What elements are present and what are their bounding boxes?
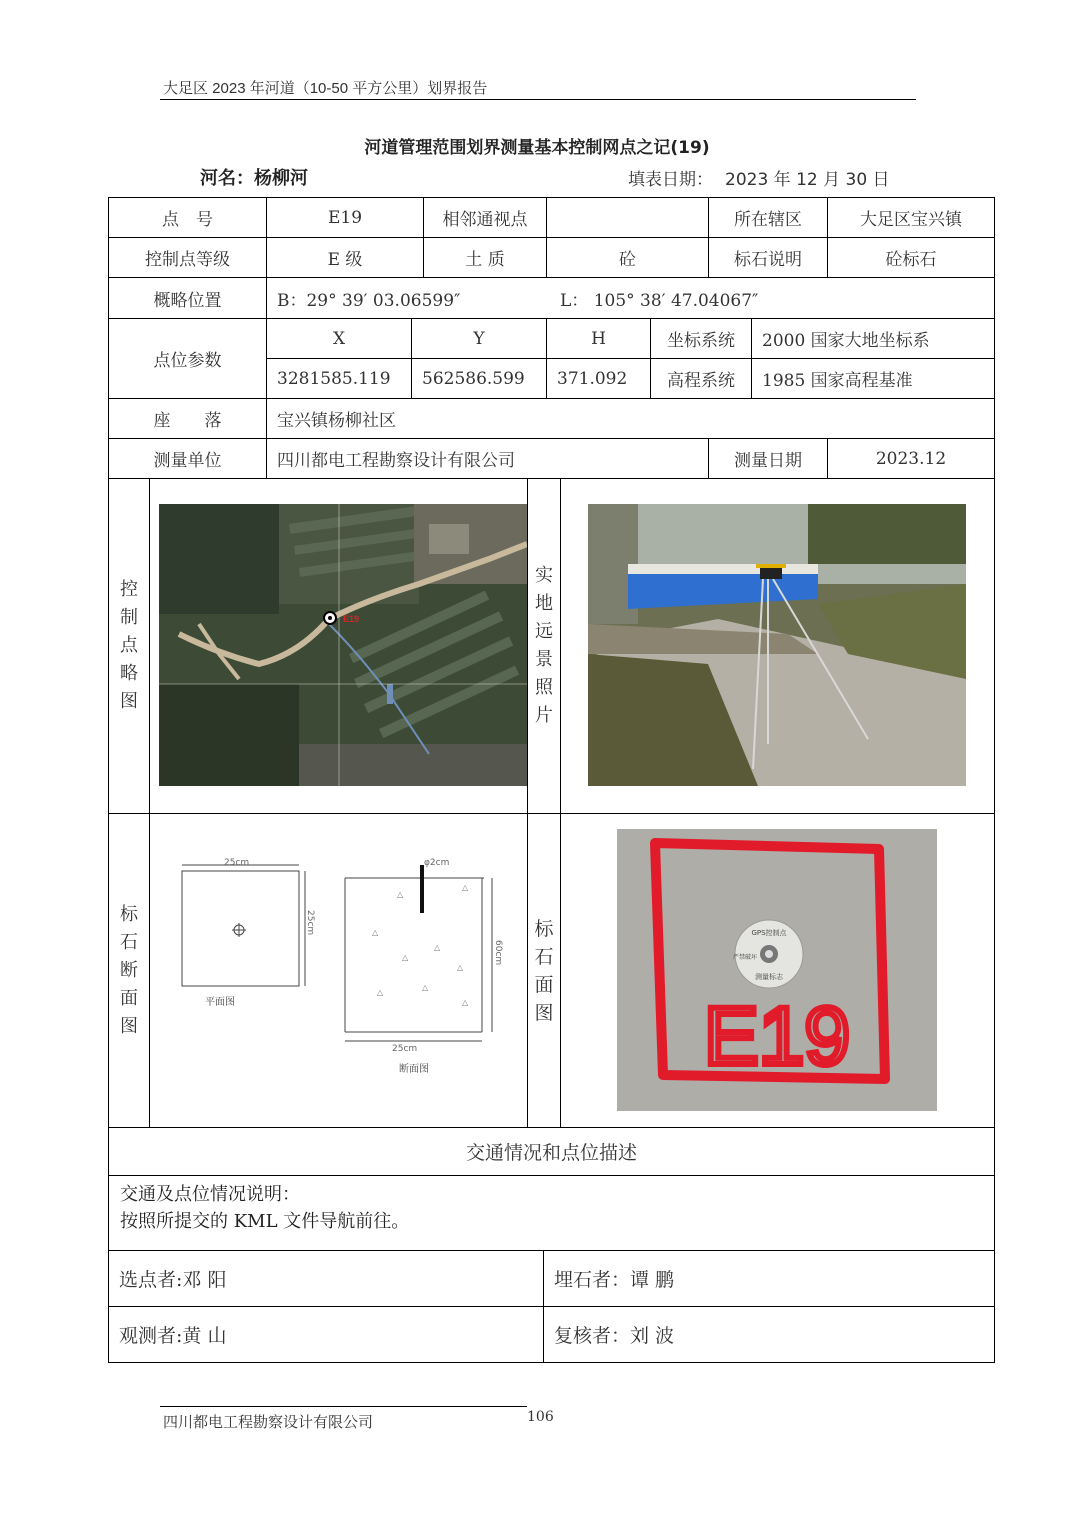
- params-label: 点位参数: [153, 351, 222, 371]
- survey-date-value: 2023.12: [875, 448, 947, 469]
- section-width-label: 25cm: [392, 1044, 418, 1054]
- adjacent-point-label: 相邻通视点: [442, 210, 528, 230]
- traffic-description-heading: 交通及点位情况说明：: [120, 1184, 300, 1205]
- survey-unit-value: 四川都电工程勘察设计有限公司: [277, 451, 515, 471]
- page-title: 河道管理范围划界测量基本控制网点之记(19): [364, 138, 710, 158]
- svg-text:△: △: [434, 943, 441, 952]
- svg-text:△: △: [422, 983, 429, 992]
- svg-text:△: △: [377, 988, 384, 997]
- section-diagram-label: 标 石 断 面 图: [120, 903, 138, 1037]
- svg-text:△: △: [457, 963, 464, 972]
- marker-face-photo: [617, 829, 937, 1111]
- svg-text:△: △: [462, 998, 469, 1007]
- point-selector: 选点者:邓 阳: [119, 1269, 227, 1291]
- marker-face-label: 标 石 面 图: [534, 917, 554, 1024]
- district-label: 所在辖区: [734, 210, 802, 230]
- survey-unit-label: 测量单位: [153, 451, 222, 471]
- site-photo: [588, 504, 966, 786]
- x-header: X: [332, 328, 346, 349]
- grade-label: 控制点等级: [145, 250, 230, 270]
- marker-desc-label: 标石说明: [734, 250, 802, 270]
- coord-system-value: 2000 国家大地坐标系: [762, 331, 930, 351]
- elev-system-value: 1985 国家高程基准: [762, 371, 913, 391]
- disc-left-text: 严禁破坏: [732, 954, 758, 961]
- point-number-value: E19: [327, 207, 363, 228]
- elev-system-label: 高程系统: [667, 371, 735, 391]
- marker-desc-value: 砼标石: [885, 250, 937, 270]
- satellite-sketch-map: [159, 504, 527, 786]
- stone-burier: 埋石者：谭 鹏: [554, 1269, 675, 1291]
- svg-text:△: △: [397, 890, 404, 899]
- footer-company: 四川都电工程勘察设计有限公司: [163, 1413, 374, 1431]
- traffic-section-title: 交通情况和点位描述: [465, 1142, 637, 1164]
- observer: 观测者:黄 山: [119, 1325, 227, 1347]
- survey-date-label: 测量日期: [734, 451, 802, 471]
- marker-section-diagram: [172, 855, 512, 1080]
- sketch-map-label: 控 制 点 略 图: [120, 579, 138, 712]
- y-value: 562586.599: [422, 368, 525, 389]
- point-number-label: 点 号: [162, 210, 213, 230]
- latitude-value: B：29° 39′ 03.06599″: [277, 290, 461, 311]
- approx-position-label: 概略位置: [153, 290, 222, 311]
- longitude-value: L： 105° 38′ 47.04067″: [560, 290, 759, 311]
- plan-height-label: 25cm: [305, 910, 315, 936]
- report-header: 大足区 2023 年河道（10-50 平方公里）划界报告: [163, 80, 488, 97]
- river-name: 河名：杨柳河: [200, 168, 308, 189]
- map-point-label: E19: [343, 614, 360, 624]
- x-value: 3281585.119: [277, 368, 391, 389]
- location-value: 宝兴镇杨柳社区: [277, 411, 396, 431]
- rod-diameter-label: φ2cm: [424, 858, 450, 868]
- header-divider: [160, 99, 916, 100]
- svg-text:△: △: [402, 953, 409, 962]
- coord-system-label: 坐标系统: [667, 331, 735, 351]
- svg-text:△: △: [372, 928, 379, 937]
- painted-point-id: E19: [704, 991, 850, 1082]
- fill-date: [628, 165, 890, 190]
- fill-date-label: 填表日期：: [628, 170, 713, 190]
- y-header: Y: [473, 328, 485, 349]
- adjacent-point-value: [547, 198, 708, 237]
- depth-label: 60cm: [493, 940, 503, 966]
- traffic-description-text: 按照所提交的 KML 文件导航前往。: [120, 1211, 410, 1232]
- site-photo-label: 实 地 远 景 照 片: [535, 565, 553, 726]
- fill-date-value: 2023 年 12 月 30 日: [725, 170, 890, 190]
- plan-width-label: 25cm: [224, 858, 250, 868]
- grade-value: E 级: [327, 250, 363, 270]
- location-label: 座 落: [153, 411, 222, 431]
- disc-top-text: GPS控制点: [751, 929, 787, 937]
- svg-text:△: △: [462, 883, 469, 892]
- h-value: 371.092: [557, 368, 628, 389]
- disc-bottom-text: 测量标志: [755, 973, 783, 981]
- soil-value: 砼: [619, 250, 636, 270]
- soil-label: 土 质: [465, 250, 505, 270]
- reviewer: 复核者：刘 波: [554, 1325, 675, 1347]
- plan-view-label: 平面图: [205, 997, 235, 1008]
- footer-divider: [160, 1406, 527, 1407]
- district-value: 大足区宝兴镇: [860, 210, 962, 230]
- h-header: H: [591, 328, 606, 349]
- section-view-label: 断面图: [399, 1064, 429, 1075]
- page-number: 106: [527, 1409, 554, 1425]
